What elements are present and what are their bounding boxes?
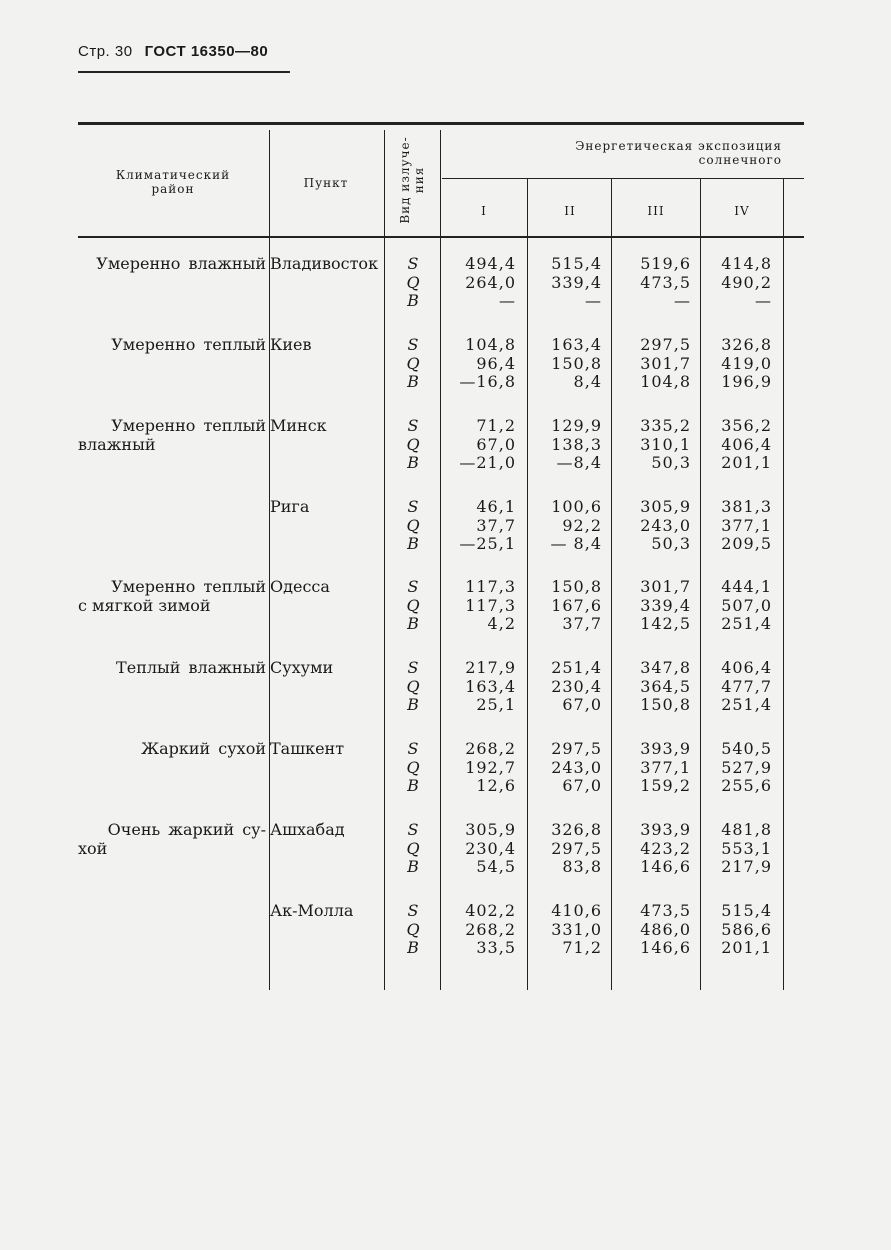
- value-cell: 163,4: [465, 676, 516, 696]
- value-cell: 515,4: [721, 901, 772, 920]
- value-cell: 209,5: [721, 534, 772, 553]
- header-exposure: Энергетическая экспозиция солнечного: [575, 139, 782, 167]
- row-values-col-3: [619, 902, 691, 958]
- row-point: Сухуми: [270, 658, 334, 677]
- value-cell: 310,1: [640, 434, 691, 454]
- region-line: Теплый влажный: [116, 658, 266, 677]
- value-cell: 146,6: [640, 857, 691, 876]
- row-values-col-3: [619, 255, 691, 311]
- radiation-kind: Q: [406, 676, 420, 696]
- value-cell: 46,1: [476, 497, 516, 516]
- value-cell: 138,3: [551, 434, 602, 454]
- value-cell: 243,0: [640, 515, 691, 535]
- value-cell: 305,9: [465, 820, 516, 839]
- radiation-kind: Q: [406, 515, 420, 535]
- region-line: Умеренно теплый: [111, 577, 266, 596]
- value-cell: 527,9: [721, 757, 772, 777]
- radiation-kind: B: [407, 938, 419, 957]
- region-line: хой: [78, 838, 108, 858]
- row-radiation-kinds: [388, 336, 438, 392]
- row-radiation-kinds: [388, 578, 438, 634]
- row-values-col-1: [444, 417, 516, 473]
- row-point: Киев: [270, 335, 312, 354]
- value-cell: 83,8: [562, 857, 602, 876]
- row-point: Ак-Молла: [270, 901, 354, 920]
- value-cell: 301,7: [640, 353, 691, 373]
- header-point: Пункт: [303, 176, 349, 190]
- header-region: Климатический район: [115, 168, 231, 196]
- row-values-col-4: [700, 417, 772, 473]
- radiation-kind: B: [407, 614, 419, 633]
- row-values-col-2: [530, 255, 602, 311]
- row-radiation-kinds: [388, 417, 438, 473]
- row-values-col-2: [530, 902, 602, 958]
- header-col-4: IV: [734, 204, 750, 218]
- row-region: [78, 255, 266, 274]
- radiation-kind: B: [407, 857, 419, 876]
- row-values-col-3: [619, 417, 691, 473]
- value-cell: 410,6: [551, 901, 602, 920]
- value-cell: 50,3: [651, 534, 691, 553]
- row-region: [78, 578, 266, 615]
- row-values-col-4: [700, 902, 772, 958]
- table-row: [78, 255, 804, 315]
- row-values-col-1: [444, 578, 516, 634]
- value-cell: 444,1: [721, 577, 772, 596]
- table-row: [78, 578, 804, 638]
- radiation-kind: Q: [406, 595, 420, 615]
- header-kind: Вид излуче-ния: [398, 136, 426, 224]
- radiation-kind: B: [407, 695, 419, 714]
- value-cell: 347,8: [640, 658, 691, 677]
- radiation-kind: B: [407, 291, 419, 310]
- row-values-col-3: [619, 821, 691, 877]
- row-radiation-kinds: [388, 821, 438, 877]
- value-cell: 217,9: [465, 658, 516, 677]
- region-line: с мягкой зимой: [78, 595, 211, 615]
- radiation-kind: S: [407, 658, 419, 677]
- value-cell: 301,7: [640, 577, 691, 596]
- value-cell: 393,9: [640, 820, 691, 839]
- row-region: [78, 336, 266, 355]
- radiation-kind: S: [407, 820, 419, 839]
- table-row: [78, 821, 804, 881]
- value-cell: —16,8: [459, 372, 516, 391]
- value-cell: —: [755, 291, 772, 310]
- value-cell: 268,2: [465, 739, 516, 758]
- value-cell: 251,4: [551, 658, 602, 677]
- radiation-kind: B: [407, 534, 419, 553]
- radiation-kind: Q: [406, 919, 420, 939]
- value-cell: —: [674, 291, 691, 310]
- table-row: [78, 902, 804, 962]
- value-cell: 4,2: [487, 614, 516, 633]
- region-line: Очень жаркий су-: [107, 820, 266, 839]
- row-values-col-1: [444, 498, 516, 554]
- value-cell: 515,4: [551, 254, 602, 273]
- value-cell: 150,8: [551, 577, 602, 596]
- radiation-kind: Q: [406, 353, 420, 373]
- row-values-col-4: [700, 659, 772, 715]
- row-values-col-2: [530, 498, 602, 554]
- header-col-3: III: [647, 204, 665, 218]
- table-subheader-rule: [442, 178, 804, 179]
- value-cell: 67,0: [476, 434, 516, 454]
- row-values-col-3: [619, 336, 691, 392]
- value-cell: 71,2: [562, 938, 602, 957]
- value-cell: 486,0: [640, 919, 691, 939]
- radiation-kind: Q: [406, 757, 420, 777]
- value-cell: 251,4: [721, 614, 772, 633]
- value-cell: 12,6: [476, 776, 516, 795]
- row-values-col-4: [700, 498, 772, 554]
- row-values-col-1: [444, 902, 516, 958]
- value-cell: 507,0: [721, 595, 772, 615]
- table-top-rule: [78, 122, 804, 125]
- value-cell: —21,0: [459, 453, 516, 472]
- value-cell: 297,5: [551, 739, 602, 758]
- value-cell: 326,8: [551, 820, 602, 839]
- value-cell: 297,5: [640, 335, 691, 354]
- value-cell: 92,2: [562, 515, 602, 535]
- radiation-kind: S: [407, 416, 419, 435]
- page-header: [78, 43, 268, 60]
- row-values-col-2: [530, 821, 602, 877]
- value-cell: 339,4: [640, 595, 691, 615]
- row-values-col-2: [530, 336, 602, 392]
- exposure-table: [78, 122, 804, 992]
- row-radiation-kinds: [388, 659, 438, 715]
- row-values-col-4: [700, 255, 772, 311]
- table-row: [78, 740, 804, 800]
- header-rule: [78, 71, 290, 73]
- radiation-kind: Q: [406, 272, 420, 292]
- row-values-col-1: [444, 659, 516, 715]
- value-cell: 419,0: [721, 353, 772, 373]
- radiation-kind: S: [407, 739, 419, 758]
- value-cell: 264,0: [465, 272, 516, 292]
- row-radiation-kinds: [388, 498, 438, 554]
- row-point: Рига: [270, 497, 310, 516]
- value-cell: 364,5: [640, 676, 691, 696]
- value-cell: 326,8: [721, 335, 772, 354]
- value-cell: 71,2: [476, 416, 516, 435]
- value-cell: 96,4: [476, 353, 516, 373]
- standard-title: ГОСТ 16350—80: [144, 43, 269, 60]
- region-line: Умеренно влажный: [96, 254, 266, 273]
- value-cell: 490,2: [721, 272, 772, 292]
- value-cell: 201,1: [721, 938, 772, 957]
- value-cell: 8,4: [573, 372, 602, 391]
- value-cell: 393,9: [640, 739, 691, 758]
- value-cell: 104,8: [465, 335, 516, 354]
- radiation-kind: Q: [406, 434, 420, 454]
- value-cell: 356,2: [721, 416, 772, 435]
- value-cell: 305,9: [640, 497, 691, 516]
- row-region: [78, 417, 266, 454]
- row-values-col-3: [619, 659, 691, 715]
- radiation-kind: S: [407, 335, 419, 354]
- value-cell: 473,5: [640, 272, 691, 292]
- table-row: [78, 498, 804, 558]
- value-cell: 150,8: [640, 695, 691, 714]
- value-cell: 251,4: [721, 695, 772, 714]
- row-values-col-4: [700, 740, 772, 796]
- value-cell: —: [499, 291, 516, 310]
- value-cell: 217,9: [721, 857, 772, 876]
- row-values-col-4: [700, 336, 772, 392]
- value-cell: 406,4: [721, 434, 772, 454]
- value-cell: 339,4: [551, 272, 602, 292]
- row-values-col-1: [444, 336, 516, 392]
- value-cell: 33,5: [476, 938, 516, 957]
- value-cell: 37,7: [476, 515, 516, 535]
- value-cell: 335,2: [640, 416, 691, 435]
- value-cell: 37,7: [562, 614, 602, 633]
- value-cell: 104,8: [640, 372, 691, 391]
- radiation-kind: S: [407, 577, 419, 596]
- value-cell: 230,4: [465, 838, 516, 858]
- row-values-col-4: [700, 821, 772, 877]
- value-cell: 201,1: [721, 453, 772, 472]
- header-col-1: I: [481, 204, 487, 218]
- value-cell: 67,0: [562, 776, 602, 795]
- value-cell: 481,8: [721, 820, 772, 839]
- row-region: [78, 659, 266, 678]
- value-cell: 150,8: [551, 353, 602, 373]
- radiation-kind: S: [407, 254, 419, 273]
- value-cell: —25,1: [459, 534, 516, 553]
- row-values-col-3: [619, 578, 691, 634]
- row-values-col-2: [530, 417, 602, 473]
- row-radiation-kinds: [388, 255, 438, 311]
- row-region: [78, 740, 266, 759]
- row-point: Владивосток: [270, 254, 379, 273]
- value-cell: 163,4: [551, 335, 602, 354]
- row-values-col-1: [444, 740, 516, 796]
- value-cell: 268,2: [465, 919, 516, 939]
- table-row: [78, 336, 804, 396]
- value-cell: 25,1: [476, 695, 516, 714]
- radiation-kind: B: [407, 372, 419, 391]
- value-cell: 192,7: [465, 757, 516, 777]
- value-cell: 117,3: [465, 595, 516, 615]
- table-header-rule: [78, 236, 804, 238]
- row-values-col-3: [619, 740, 691, 796]
- value-cell: 297,5: [551, 838, 602, 858]
- radiation-kind: Q: [406, 838, 420, 858]
- row-region: [78, 821, 266, 858]
- value-cell: 142,5: [640, 614, 691, 633]
- value-cell: 243,0: [551, 757, 602, 777]
- row-values-col-2: [530, 659, 602, 715]
- radiation-kind: B: [407, 453, 419, 472]
- row-radiation-kinds: [388, 740, 438, 796]
- value-cell: —: [585, 291, 602, 310]
- value-cell: 423,2: [640, 838, 691, 858]
- table-row: [78, 659, 804, 719]
- table-row: [78, 417, 804, 477]
- value-cell: 54,5: [476, 857, 516, 876]
- page-number: Стр. 30: [78, 43, 133, 60]
- region-line: Умеренно теплый: [111, 416, 266, 435]
- value-cell: 519,6: [640, 254, 691, 273]
- row-values-col-3: [619, 498, 691, 554]
- row-values-col-1: [444, 821, 516, 877]
- value-cell: 377,1: [721, 515, 772, 535]
- value-cell: 540,5: [721, 739, 772, 758]
- row-point: Одесса: [270, 577, 330, 596]
- row-values-col-4: [700, 578, 772, 634]
- value-cell: 331,0: [551, 919, 602, 939]
- value-cell: 414,8: [721, 254, 772, 273]
- row-point: Минск: [270, 416, 327, 435]
- row-radiation-kinds: [388, 902, 438, 958]
- value-cell: 196,9: [721, 372, 772, 391]
- radiation-kind: S: [407, 497, 419, 516]
- value-cell: 473,5: [640, 901, 691, 920]
- row-values-col-2: [530, 578, 602, 634]
- value-cell: 477,7: [721, 676, 772, 696]
- region-line: Умеренно теплый: [111, 335, 266, 354]
- value-cell: 159,2: [640, 776, 691, 795]
- value-cell: 553,1: [721, 838, 772, 858]
- value-cell: 167,6: [551, 595, 602, 615]
- value-cell: 381,3: [721, 497, 772, 516]
- value-cell: 146,6: [640, 938, 691, 957]
- region-line: влажный: [78, 434, 156, 454]
- row-point: Ташкент: [270, 739, 345, 758]
- value-cell: 129,9: [551, 416, 602, 435]
- region-line: Жаркий сухой: [141, 739, 266, 758]
- value-cell: 402,2: [465, 901, 516, 920]
- value-cell: —8,4: [556, 453, 602, 472]
- row-point: Ашхабад: [270, 820, 345, 839]
- value-cell: 50,3: [651, 453, 691, 472]
- value-cell: 586,6: [721, 919, 772, 939]
- row-values-col-2: [530, 740, 602, 796]
- radiation-kind: B: [407, 776, 419, 795]
- value-cell: 377,1: [640, 757, 691, 777]
- value-cell: 100,6: [551, 497, 602, 516]
- value-cell: 117,3: [465, 577, 516, 596]
- value-cell: — 8,4: [550, 534, 602, 553]
- radiation-kind: S: [407, 901, 419, 920]
- value-cell: 67,0: [562, 695, 602, 714]
- value-cell: 406,4: [721, 658, 772, 677]
- row-values-col-1: [444, 255, 516, 311]
- value-cell: 255,6: [721, 776, 772, 795]
- value-cell: 494,4: [465, 254, 516, 273]
- header-col-2: II: [564, 204, 576, 218]
- value-cell: 230,4: [551, 676, 602, 696]
